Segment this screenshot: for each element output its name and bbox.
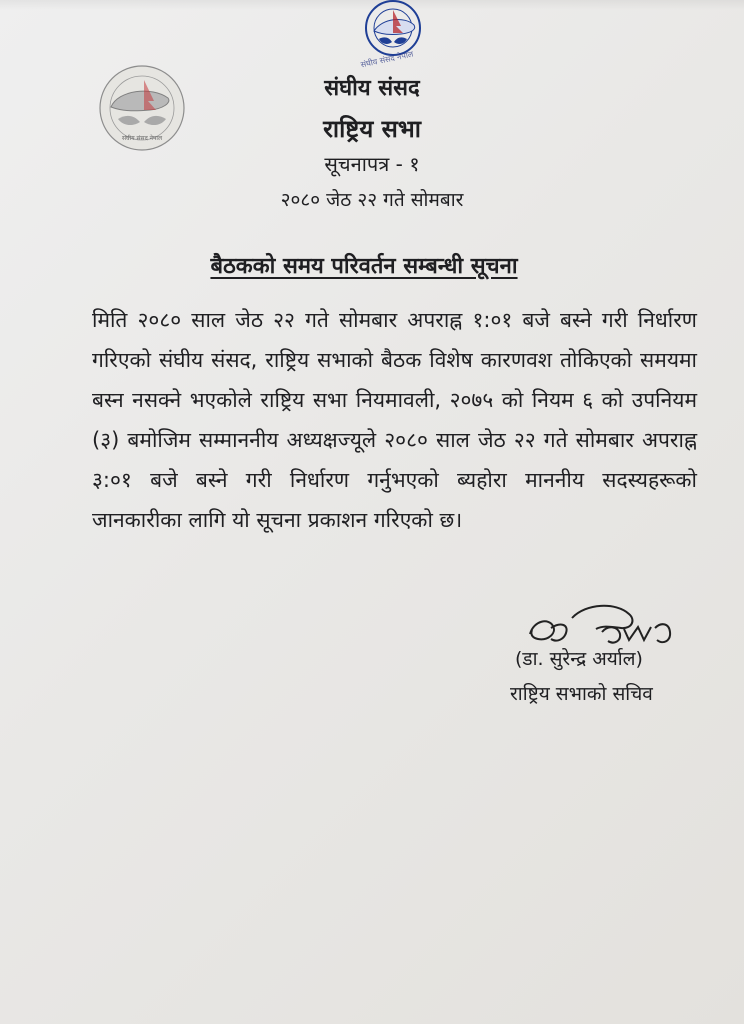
parliament-title: संघीय संसद [324,76,420,101]
notice-body: मिति २०८० साल जेठ २२ गते सोमबार अपराह्न १:०१ बजे बस्ने गरी निर्धारण गरिएको संघीय संसद, राष्ट्रिय सभाको बैठक विशेष कारणवश तोकिएको समयमा बस्न नसक्ने भएकोले राष्ट्रिय सभा नियमावली, २०७५ को नियम ६ को उपनियम (३) बमोजिम सम्माननीय अध्यक्षज्यूले २०८० साल जेठ २२ गते सोमबार अपराह्न ३:०१ बजे बस्ने गरी निर्धारण गर्नुभएको ब्यहोरा माननीय सदस्यहरूको जानकारीका लागि यो सूचना प्रकाशन गरिएको छ। [92,308,697,532]
subject-text: बैठकको समय परिवर्तन सम्बन्धी सूचना [210,254,518,279]
left-seal-text: संघीय संसद नेपाल [121,135,163,142]
notice-number: सूचनापत्र - १ [324,152,420,176]
stamp-text: संघीय संसद नेपाल [359,49,415,70]
subject-heading [0,250,744,280]
assembly-title: राष्ट्रिय सभा [323,115,421,143]
signer-title: राष्ट्रिय सभाको सचिव [510,683,653,705]
notice-date: २०८० जेठ २२ गते सोमबार [280,189,464,211]
signer-name: (डा. सुरेन्द्र अर्याल) [515,648,643,670]
